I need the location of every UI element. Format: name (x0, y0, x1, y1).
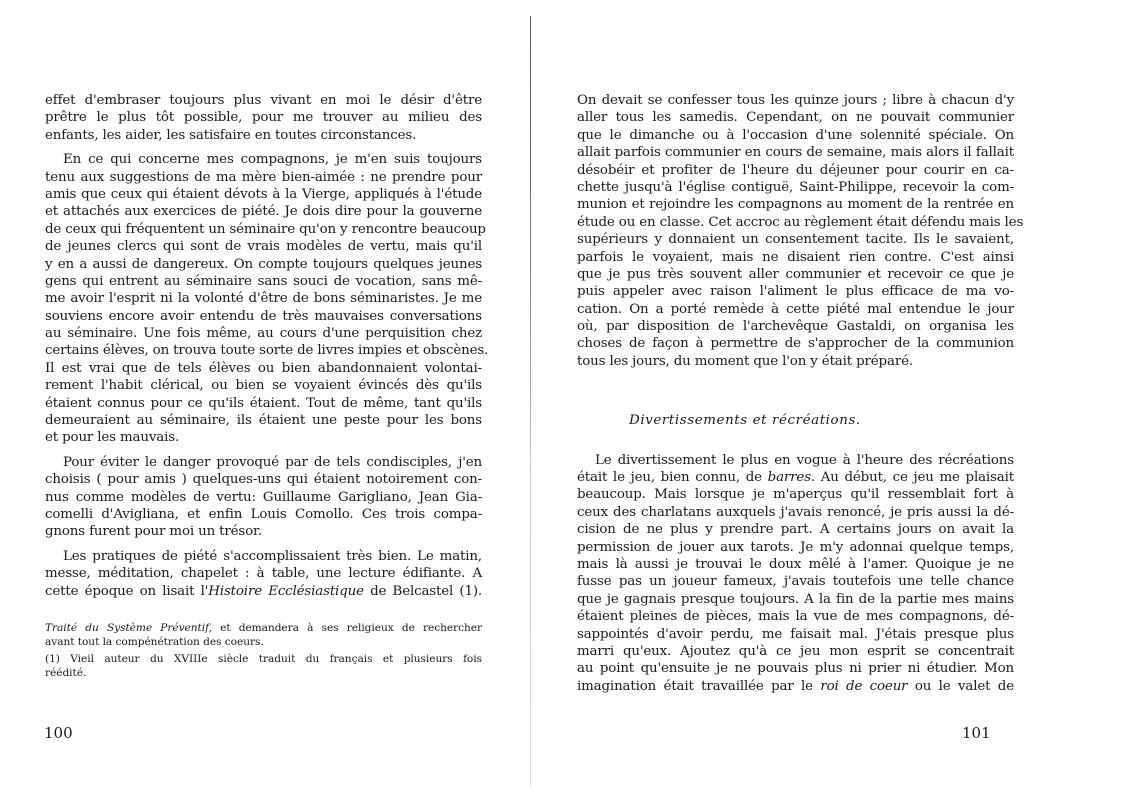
text-line: puis appeler avec raison l'aliment le plus efficace de ma vo- (577, 284, 1014, 300)
text-line: comelli d'Avigliana, et enfin Louis Comollo. Ces trois compa- (45, 506, 482, 522)
section-heading: Divertissements et récréations. (629, 413, 861, 429)
text-line: effet d'embraser toujours plus vivant en moi le désir d'être (45, 93, 482, 108)
footnote-1: (1) Vieil auteur du XVIIIe siècle traduit du français et plusieurs fois réédité. (45, 653, 482, 679)
text-line: beaucoup. Mais lorsque je m'aperçus qu'il ressemblait fort à (577, 487, 1014, 503)
text-line: de ceux qui fréquentent un séminaire qu'on y rencontre beaucoup (45, 221, 486, 237)
text-line: supérieurs y donnaient un consentement tacite. Ils le savaient, (577, 232, 1014, 248)
text-line: fusse pas un joueur fameux, j'avais toutefois une telle chance (577, 574, 1014, 590)
text-line: et attachés aux exercices de piété. Je dois dire pour la gouverne (45, 204, 482, 220)
text-line: que je gagnais presque toujours. A la fin de la partie mes mains (577, 591, 1014, 607)
text-line: au point qu'ensuite je ne pouvais plus ni prier ni étudier. Mon (577, 661, 1014, 677)
text-line: marri qu'eux. Ajoutez qu'à ce jeu mon esprit se concentrait (577, 643, 1014, 659)
card-name: roi de coeur (820, 678, 908, 694)
text-line: choisis ( pour amis ) quelques-uns qui étaient notoirement con- (45, 472, 482, 488)
text-line: était le jeu, bien connu, de barres. Au début, ce jeu me plaisait (577, 470, 1014, 486)
text-line: aller tous les samedis. Cependant, on ne pouvait communier (577, 110, 1014, 126)
text-line: au séminaire. Une fois même, au cours d'une perquisition chez (45, 326, 482, 342)
text-line: de jeunes clercs qui sont de vrais modèles de vertu, mais qu'il (45, 239, 482, 255)
text-line: que je pus très souvent aller communier et recevoir ce que je (577, 266, 1014, 282)
right-page (530, 0, 1123, 794)
text-line: Le divertissement le plus en vogue à l'heure des récréations (595, 452, 1014, 468)
text-line: demeuraient au séminaire, ils étaient une peste pour les bons (45, 413, 482, 429)
text-line: que le dimanche ou à l'occasion d'une solennité spéciale. On (577, 127, 1014, 143)
page-number-left: 100 (44, 724, 73, 742)
text-line: étaient pleines de pièces, mais la vue de mes compagnons, dé- (577, 609, 1014, 625)
text-line: nus comme modèles de vertu: Guillaume Garigliano, Jean Gia- (45, 489, 482, 505)
left-page-body (45, 92, 489, 684)
text-line: y en a aussi de dangereux. On compte toujours quelques jeunes (45, 256, 482, 272)
text-line: et pour les mauvais. (45, 430, 180, 446)
text-line: cette époque on lisait l'Histoire Ecclésiastique de Belcastel (1). (45, 583, 483, 599)
text-line: tous les jours, du moment que l'on y était préparé. (577, 353, 913, 369)
text-line: chette jusqu'à l'église contiguë, Saint-Philippe, recevoir la com- (577, 179, 1014, 195)
text-line: permission de jouer aux tarots. Je m'y adonnai quelque temps, (577, 539, 1014, 555)
paragraph (45, 92, 482, 144)
text-line: sappointés d'avoir perdu, me faisait mal. J'étais presque plus (577, 626, 1014, 642)
text-line: où, par disposition de l'archevêque Gastaldi, on organisa les (577, 319, 1014, 335)
footnotes (45, 622, 482, 680)
text-line: ceux des charlatans auxquels j'avais renoncé, je pris aussi la dé- (577, 504, 1014, 520)
paragraph-confession (577, 92, 1024, 370)
text-line: munion et rejoindre les compagnons au moment de la rentrée en (577, 197, 1014, 213)
right-page-body (577, 92, 1024, 702)
text-line: On devait se confesser tous les quinze jours ; libre à chacun d'y (577, 93, 1014, 108)
paragraph-pratiques (45, 548, 482, 600)
left-page (0, 0, 530, 794)
text-line: cision de ne plus y prendre part. A certains jours on avait la (577, 522, 1014, 538)
text-line: enfants, les aider, les satisfaire en toutes circonstances. (45, 127, 417, 143)
text-line: rement l'habit clérical, ou bien se voyaient évincés dès qu'ils (45, 378, 482, 394)
book-title: Histoire Ecclésiastique (208, 583, 364, 599)
text-line: me avoir l'esprit ni la volonté d'être de bons séminaristes. Je me (45, 291, 482, 307)
text-line: mais là aussi je trouvai le doux mêlé à l'amer. Quoique je ne (577, 556, 1014, 572)
text-line: souviens encore avoir entendu de très mauvaises conversations (45, 308, 482, 324)
page-number-right: 101 (962, 724, 991, 742)
text-line: Les pratiques de piété s'accomplissaient très bien. Le matin, (63, 548, 482, 564)
text-line: Pour éviter le danger provoqué par de tels condisciples, j'en (63, 454, 482, 470)
left-paragraphs (45, 92, 489, 541)
text-line: choses de façon à permettre de s'approcher de la communion (577, 336, 1014, 352)
game-name: barres (767, 470, 811, 486)
text-line: En ce qui concerne mes compagnons, je m'en suis toujours (63, 152, 482, 168)
text-line: gens qui entrent au séminaire sans souci de vocation, sans mê- (45, 273, 482, 289)
text-line: désobéir et profiter de l'heure du déjeuner pour courir en ca- (577, 162, 1014, 178)
paragraph-divertissement (577, 452, 1014, 695)
paragraph (45, 454, 482, 541)
text-line: tenu aux suggestions de ma mère bien-aimée : ne prendre pour (45, 169, 482, 185)
footnote-continuation: Traité du Système Préventif, et demandera à ses religieux de rechercher avant tout la compénétration des coeurs. (45, 621, 482, 648)
text-line: amis que ceux qui étaient dévots à la Vierge, appliqués à l'étude (45, 186, 482, 202)
text-line: messe, méditation, chapelet : à table, une lecture édifiante. A (45, 566, 482, 582)
text-line: allait parfois communier en cours de semaine, mais alors il fallait (577, 145, 1014, 161)
text-line: étude ou en classe. Cet accroc au règlement était défendu mais les (577, 214, 1024, 230)
text-line: certains élèves, on trouva toute sorte de livres impies et obscènes. (45, 343, 489, 359)
text-line: étaient connus pour ce qu'ils étaient. Tout de même, tant qu'ils (45, 395, 482, 411)
text-line: cation. On a porté remède à cette piété mal entendue le jour (577, 301, 1014, 317)
text-line: prêtre le plus tôt possible, pour me trouver au milieu des (45, 110, 482, 126)
text-line: Il est vrai que de tels élèves ou bien abandonnaient volontai- (45, 360, 482, 376)
text-line: imagination était travaillée par le roi de coeur ou le valet de (577, 678, 1014, 694)
text-line: parfois le voyaient, mais ne disaient rien contre. C'est ainsi (577, 249, 1014, 265)
text-line: gnons furent pour moi un trésor. (45, 524, 262, 540)
paragraph (45, 151, 489, 447)
